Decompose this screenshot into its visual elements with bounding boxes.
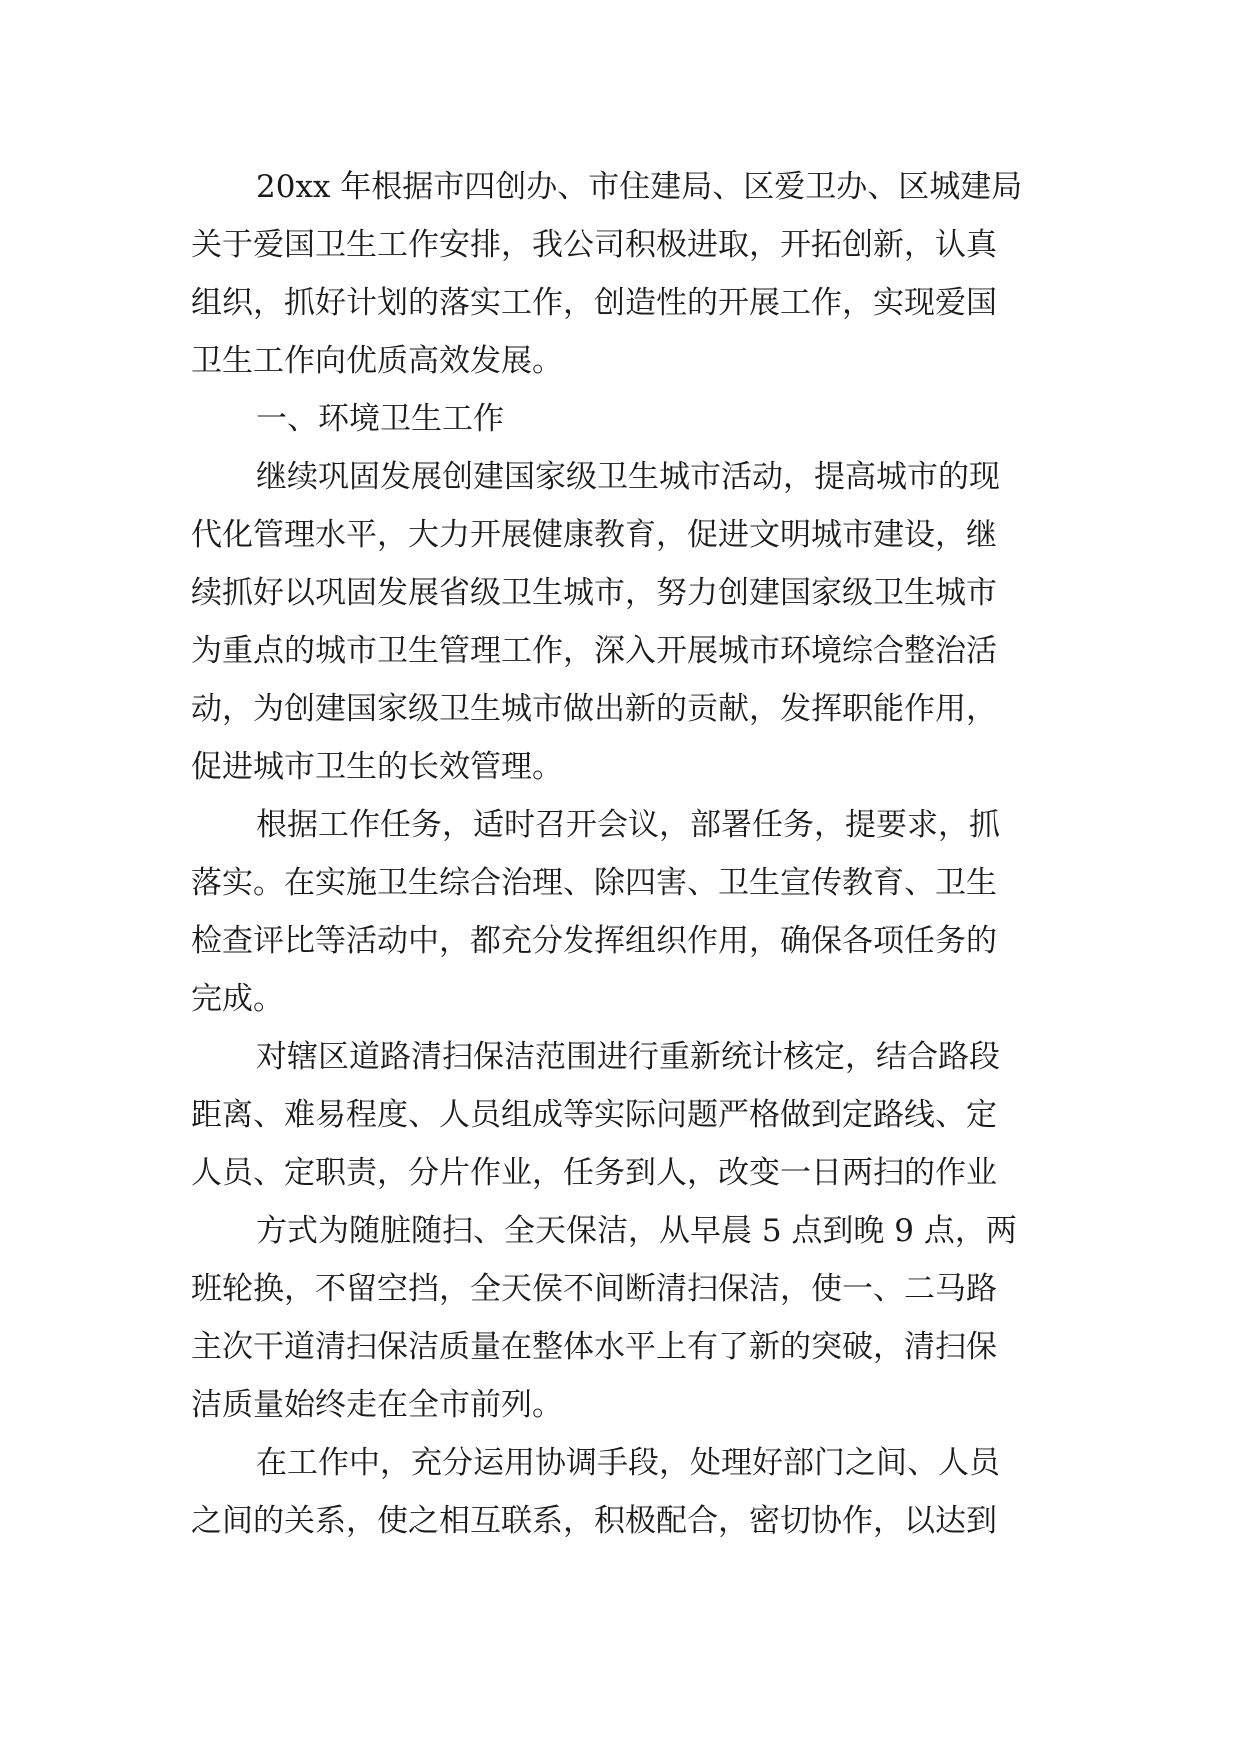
text-line: 洁质量始终走在全市前列。 bbox=[191, 1387, 563, 1423]
text-line: 促进城市卫生的长效管理。 bbox=[191, 749, 563, 785]
text-line: 方式为随脏随扫、全天保洁，从早晨 5 点到晚 9 点，两 bbox=[256, 1213, 1017, 1249]
text-line: 组织，抓好计划的落实工作，创造性的开展工作，实现爱国 bbox=[191, 285, 997, 321]
text-line: 主次干道清扫保洁质量在整体水平上有了新的突破，清扫保 bbox=[191, 1329, 997, 1365]
text-line: 关于爱国卫生工作安排，我公司积极进取，开拓创新，认真 bbox=[191, 227, 997, 263]
text-line: 在工作中，充分运用协调手段，处理好部门之间、人员 bbox=[256, 1445, 1000, 1481]
text-line: 完成。 bbox=[191, 981, 284, 1017]
text-line: 续抓好以巩固发展省级卫生城市，努力创建国家级卫生城市 bbox=[191, 575, 997, 611]
text-line: 动，为创建国家级卫生城市做出新的贡献，发挥职能作用， bbox=[191, 691, 997, 727]
text-line: 人员、定职责，分片作业，任务到人，改变一日两扫的作业 bbox=[191, 1155, 997, 1191]
text-line: 落实。在实施卫生综合治理、除四害、卫生宣传教育、卫生 bbox=[191, 865, 997, 901]
text-line: 20xx 年根据市四创办、市住建局、区爱卫办、区城建局 bbox=[256, 169, 1023, 205]
text-line: 距离、难易程度、人员组成等实际问题严格做到定路线、定 bbox=[191, 1097, 997, 1133]
text-line: 班轮换，不留空挡，全天侯不间断清扫保洁，使一、二马路 bbox=[191, 1271, 997, 1307]
text-line: 根据工作任务，适时召开会议，部署任务，提要求，抓 bbox=[256, 807, 1000, 843]
text-line: 继续巩固发展创建国家级卫生城市活动，提高城市的现 bbox=[256, 459, 1000, 495]
text-line: 对辖区道路清扫保洁范围进行重新统计核定，结合路段 bbox=[256, 1039, 1000, 1075]
text-line: 卫生工作向优质高效发展。 bbox=[191, 343, 563, 379]
text-line: 为重点的城市卫生管理工作，深入开展城市环境综合整治活 bbox=[191, 633, 997, 669]
text-line: 代化管理水平，大力开展健康教育，促进文明城市建设，继 bbox=[191, 517, 997, 553]
text-line: 检查评比等活动中，都充分发挥组织作用，确保各项任务的 bbox=[191, 923, 997, 959]
text-line: 之间的关系，使之相互联系，积极配合，密切协作，以达到 bbox=[191, 1503, 997, 1539]
section-heading: 一、环境卫生工作 bbox=[256, 401, 504, 437]
